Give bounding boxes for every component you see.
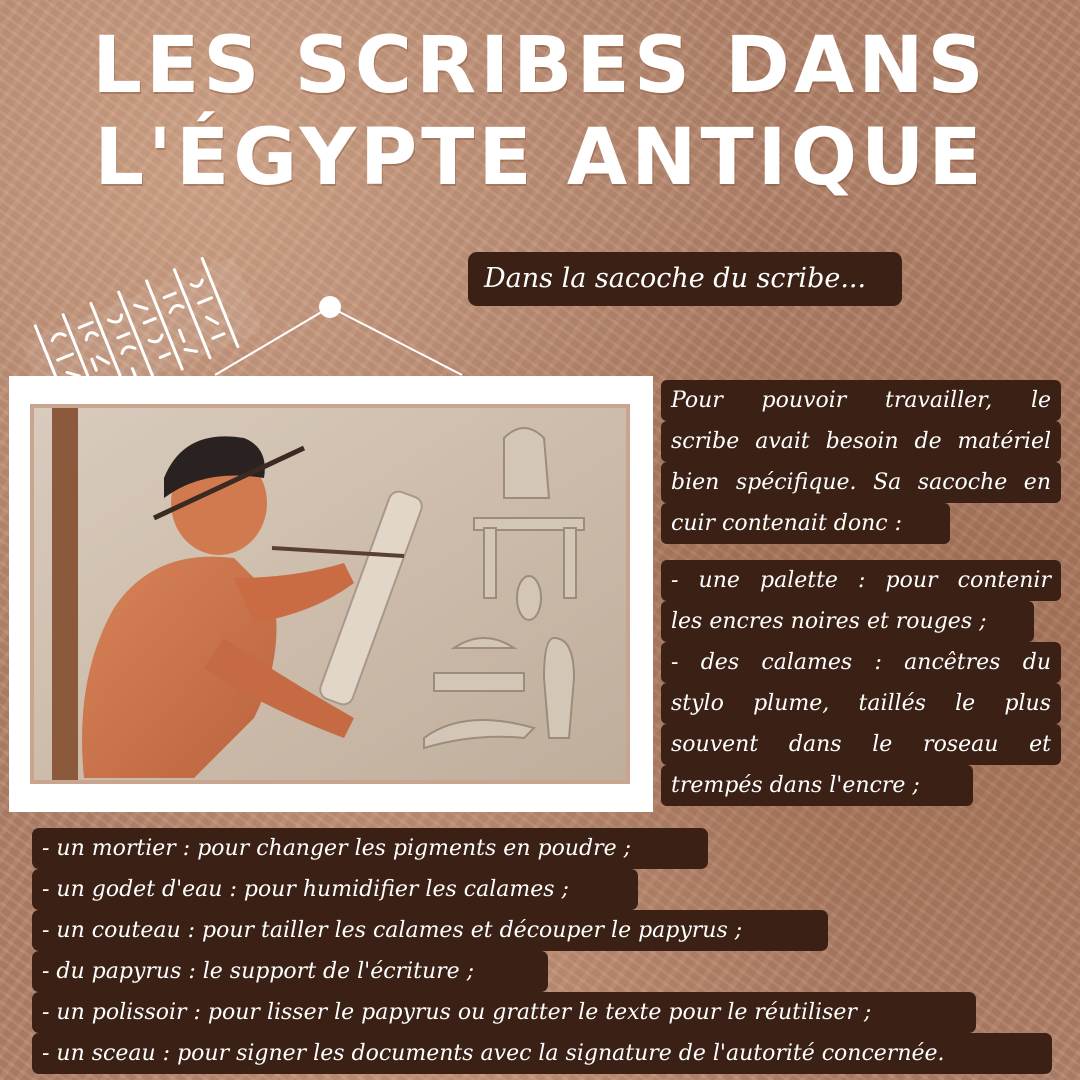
intro-line: scribe avait besoin de matériel	[661, 421, 1061, 462]
bottom-list-item: - un polissoir : pour lisser le papyrus ou gratter le texte pour le réutiliser ;	[32, 992, 976, 1033]
item-line: - une palette : pour contenir	[661, 560, 1061, 601]
item-line: trempés dans l'encre ;	[661, 765, 973, 806]
item-line: les encres noires et rouges ;	[661, 601, 1034, 642]
title-line-1: LES SCRIBES DANS	[92, 21, 988, 111]
bottom-list-item: - du papyrus : le support de l'écriture ;	[32, 951, 548, 992]
intro-line: cuir contenait donc :	[661, 503, 950, 544]
bottom-list-item: - un couteau : pour tailler les calames et découper le papyrus ;	[32, 910, 828, 951]
pin-icon	[319, 296, 341, 318]
scribe-relief-image	[30, 404, 630, 784]
page-title	[0, 20, 1080, 204]
bottom-list-item: - un godet d'eau : pour humidifier les calames ;	[32, 869, 638, 910]
item-line: - des calames : ancêtres du	[661, 642, 1061, 683]
section-subtitle: Dans la sacoche du scribe...	[468, 252, 902, 306]
title-line-2: L'ÉGYPTE ANTIQUE	[94, 113, 986, 203]
item-line: stylo plume, taillés le plus	[661, 683, 1061, 724]
intro-line: Pour pouvoir travailler, le	[661, 380, 1061, 421]
bottom-list-item: - un sceau : pour signer les documents avec la signature de l'autorité concernée.	[32, 1033, 1052, 1074]
item-line: souvent dans le roseau et	[661, 724, 1061, 765]
bottom-list-item: - un mortier : pour changer les pigments en poudre ;	[32, 828, 708, 869]
intro-line: bien spécifique. Sa sacoche en	[661, 462, 1061, 503]
